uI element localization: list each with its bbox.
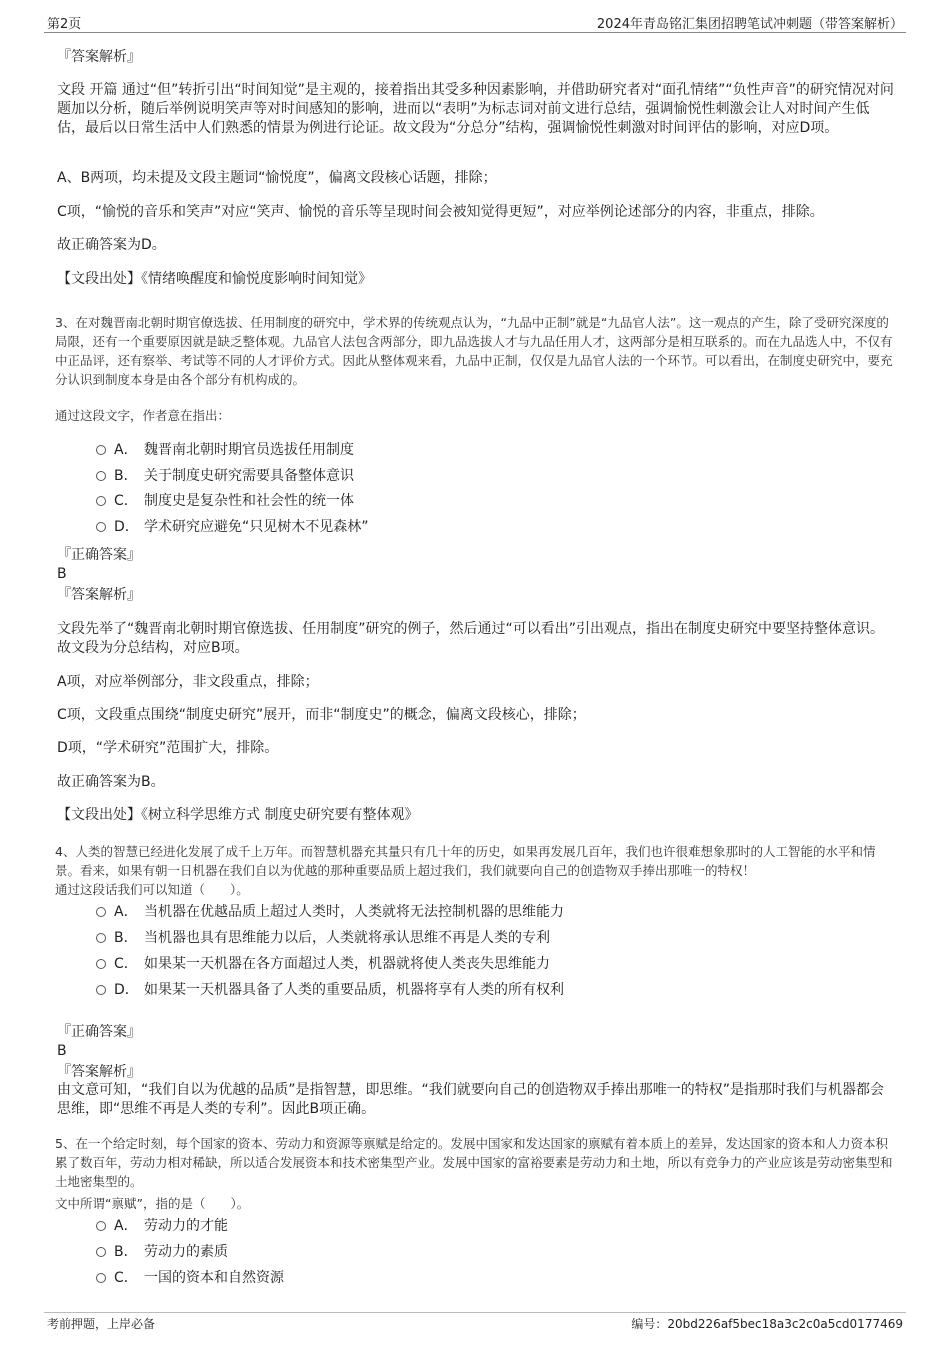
radio-icon[interactable] (96, 496, 106, 506)
q2-analysis-label: 『答案解析』 (57, 49, 141, 65)
q4-option-d[interactable]: D． 如果某一天机器具备了人类的重要品质，机器将享有人类的所有权利 (96, 980, 564, 1000)
page-number: 第2页 (47, 17, 82, 32)
q3-ask: 通过这段文字，作者意在指出： (55, 408, 231, 423)
radio-icon[interactable] (96, 933, 106, 943)
q5-option-a[interactable]: A． 劳动力的才能 (96, 1216, 228, 1236)
q3-answer: B (57, 566, 67, 582)
q4-answer: B (57, 1043, 67, 1059)
radio-icon[interactable] (96, 985, 106, 995)
radio-icon[interactable] (96, 959, 106, 969)
radio-icon[interactable] (96, 471, 106, 481)
q4-ask: 通过这段话我们可以知道（ ）。 (55, 882, 249, 897)
q3-option-b[interactable]: B． 关于制度史研究需要具备整体意识 (96, 466, 354, 486)
q4-option-a[interactable]: A． 当机器在优越品质上超过人类时，人类就将无法控制机器的思维能力 (96, 902, 564, 922)
radio-icon[interactable] (96, 1221, 106, 1231)
q4-option-b[interactable]: B． 当机器也具有思维能力以后，人类就将承认思维不再是人类的专利 (96, 928, 550, 948)
q4-stem: 4、人类的智慧已经进化发展了成千上万年。而智慧机器充其量只有几十年的历史，如果再发展几百年，我们也许很难想象那时的人工智能的水平和情景。看来，如果有朝一日机器在我们自以为优越的那种重要品质上超过我们，我们就要向自己的创造物双手捧出那唯一的特权！ (55, 844, 876, 878)
q3-option-d[interactable]: D． 学术研究应避免“只见树木不见森林” (96, 517, 369, 537)
q3-option-c[interactable]: C． 制度史是复杂性和社会性的统一体 (96, 491, 354, 511)
q3-analysis-p5: 故正确答案为B。 (57, 774, 165, 790)
q3-analysis-p4: D项，“学术研究”范围扩大，排除。 (57, 740, 279, 756)
q3-option-a[interactable]: A． 魏晋南北朝时期官员选拔任用制度 (96, 440, 354, 460)
q4-answer-label: 『正确答案』 (57, 1024, 141, 1040)
q3-analysis-p3: C项，文段重点围绕“制度史研究”展开，而非“制度史”的概念，偏离文段核心，排除； (57, 707, 586, 723)
q2-analysis-p2: A、B两项，均未提及文段主题词“愉悦度”，偏离文段核心话题，排除； (57, 170, 497, 186)
q3-analysis-p1: 文段先举了“魏晋南北朝时期官僚选拔、任用制度”研究的例子，然后通过“可以看出”引出观点，指出在制度史研究中要坚持整体意识。故文段为分总结构，对应B项。 (57, 621, 885, 656)
q3-stem: 3、在对魏晋南北朝时期官僚选拔、任用制度的研究中，学术界的传统观点认为，“九品中正制”就是“九品官人法”。这一观点的产生，除了受研究深度的局限，还有一个重要原因就是缺乏整体观。九品官人法包含两部分，即九品选拔人才与九品任用人才，这两部分是相互联系的。而在九品选人中，不仅有中正品评，还有察举、考试等不同的人才评价方式。因此从整体观来看，九品中正制，仅仅是九品官人法的一个环节。可以看出，在制度史研究中，要充分认识到制度本身是由各个部分有机构成的。 (55, 315, 893, 387)
q4-analysis-label: 『答案解析』 (57, 1064, 141, 1080)
q4-analysis-p1: 由文意可知，“我们自以为优越的品质”是指智慧，即思维。“我们就要向自己的创造物双手捧出那唯一的特权”是指那时我们与机器都会思维，即“思维不再是人类的专利”。因此B项正确。 (57, 1082, 885, 1117)
footer-divider (44, 1312, 906, 1313)
page-header (0, 0, 950, 30)
footer-slogan: 考前押题，上岸必备 (47, 1317, 156, 1331)
q2-analysis-p1: 文段 开篇 通过“但”转折引出“时间知觉”是主观的，接着指出其受多种因素影响，并借助研究者对“面孔情绪”“负性声音”的研究情况对问题加以分析，随后举例说明笑声等对时间感知的影响，进而以“表明”为标志词对前文进行总结，强调愉悦性刺激会让人对时间产生低估，最后以日常生活中人们熟悉的情景为例进行论证。故文段为“分总分”结构，强调愉悦性刺激对时间评估的影响，对应D项。 (57, 82, 894, 136)
q4-option-c[interactable]: C． 如果某一天机器在各方面超过人类，机器就将使人类丧失思维能力 (96, 954, 550, 974)
q5-stem: 5、在一个给定时刻，每个国家的资本、劳动力和资源等禀赋是给定的。发展中国家和发达国家的禀赋有着本质上的差异，发达国家的资本和人力资本积累了数百年，劳动力相对稀缺，所以适合发展资本和技术密集型产业。发展中国家的富裕要素是劳动力和土地，所以有竞争力的产业应该是劳动密集型和土地密集型的。 (55, 1136, 893, 1189)
q2-source: 【文段出处】《情绪唤醒度和愉悦度影响时间知觉》 (57, 271, 372, 287)
q5-ask: 文中所谓“禀赋”，指的是（ ）。 (55, 1196, 250, 1211)
radio-icon[interactable] (96, 1247, 106, 1257)
radio-icon[interactable] (96, 522, 106, 532)
radio-icon[interactable] (96, 907, 106, 917)
q5-option-b[interactable]: B． 劳动力的素质 (96, 1242, 228, 1262)
document-id: 编号：20bd226af5bec18a3c2c0a5cd0177469 (631, 1317, 903, 1331)
q2-analysis-p4: 故正确答案为D。 (57, 237, 166, 253)
document-title: 2024年青岛铭汇集团招聘笔试冲刺题（带答案解析） (596, 17, 903, 32)
q2-analysis-p3: C项，“愉悦的音乐和笑声”对应“笑声、愉悦的音乐等呈现时间会被知觉得更短”，对应举例论述部分的内容，非重点，排除。 (57, 204, 824, 220)
radio-icon[interactable] (96, 1273, 106, 1283)
q3-source: 【文段出处】《树立科学思维方式 制度史研究要有整体观》 (57, 807, 419, 823)
radio-icon[interactable] (96, 445, 106, 455)
header-divider (44, 32, 906, 33)
q3-analysis-label: 『答案解析』 (57, 587, 141, 603)
q5-option-c[interactable]: C． 一国的资本和自然资源 (96, 1268, 284, 1288)
q3-answer-label: 『正确答案』 (57, 547, 141, 563)
q3-analysis-p2: A项，对应举例部分，非文段重点，排除； (57, 674, 319, 690)
